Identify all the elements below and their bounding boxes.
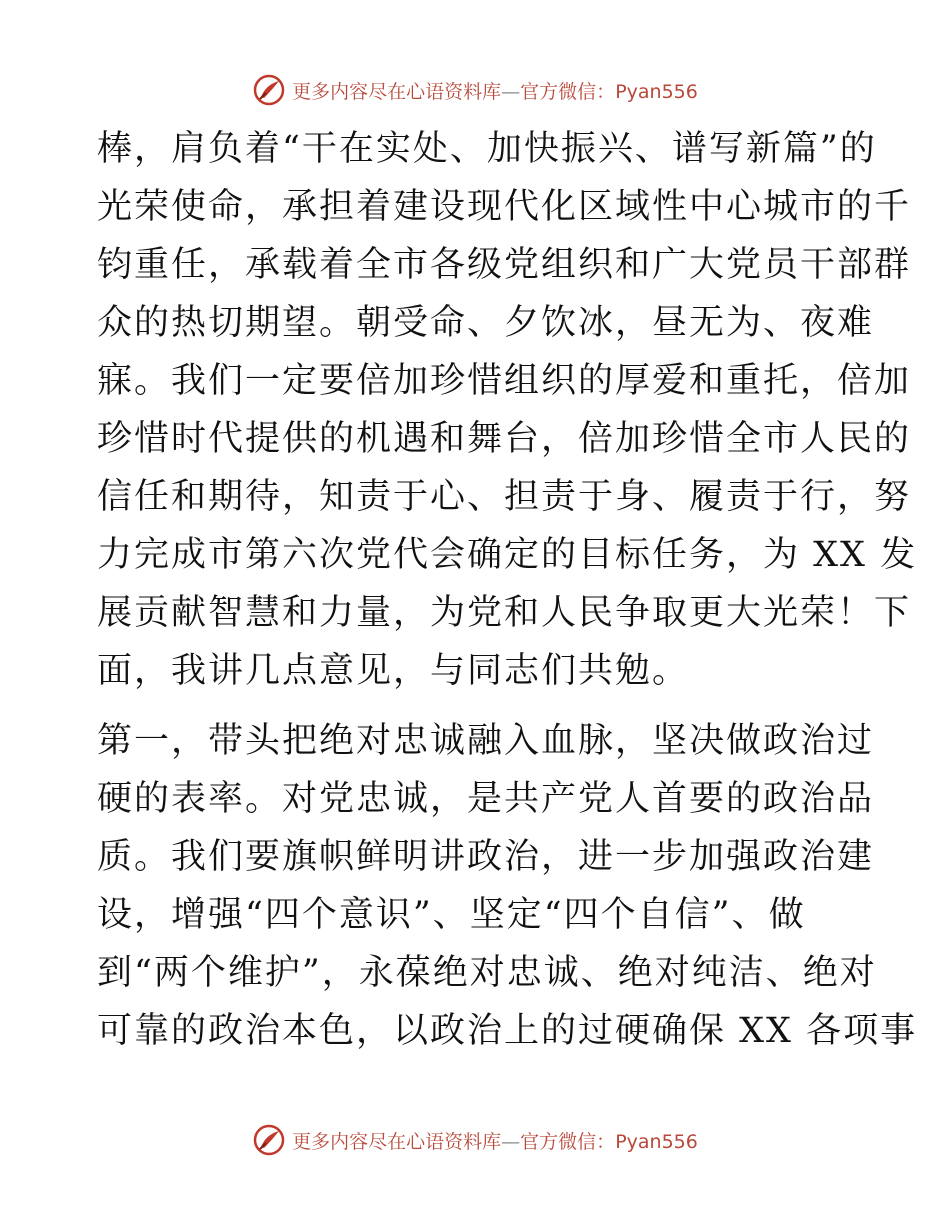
text-line: 第一，带头把绝对忠诚融入血脉，坚决做政治过	[97, 721, 875, 761]
footer-banner-main: 更多内容尽在心语资料库	[292, 1130, 502, 1153]
text-line: 设，增强“四个意识”、坚定“四个自信”、做	[97, 895, 806, 935]
text-line: 光荣使命，承担着建设现代化区域性中心城市的千	[97, 187, 912, 227]
text-line: 众的热切期望。朝受命、夕饮冰，昼无为、夜难	[97, 303, 875, 343]
footer-banner-text	[292, 1127, 698, 1154]
header-banner-wechat-id: Pyan556	[615, 80, 698, 103]
text-line: 展贡献智慧和力量，为党和人民争取更大光荣！下	[97, 593, 912, 633]
text-line: 硬的表率。对党忠诚，是共产党人首要的政治品	[97, 779, 875, 819]
header-banner-text	[292, 77, 698, 104]
text-line: 寐。我们一定要倍加珍惜组织的厚爱和重托，倍加	[97, 361, 912, 401]
paragraph-2	[97, 712, 918, 1060]
footer-banner	[0, 1120, 950, 1160]
paragraph-gap	[97, 700, 857, 712]
document-body	[97, 120, 918, 1060]
text-line: 可靠的政治本色，以政治上的过硬确保 XX 各项事	[97, 1011, 918, 1051]
brand-logo-icon	[252, 73, 286, 107]
header-banner	[0, 70, 950, 110]
paragraph-1	[97, 120, 918, 700]
text-line: 珍惜时代提供的机遇和舞台，倍加珍惜全市人民的	[97, 419, 912, 459]
text-line: 钧重任，承载着全市各级党组织和广大党员干部群	[97, 245, 912, 285]
text-line: 信任和期待，知责于心、担责于身、履责于行，努	[97, 477, 912, 517]
header-banner-wechat-label: 官方微信：	[520, 80, 616, 103]
brand-logo-icon	[252, 1123, 286, 1157]
text-line: 面，我讲几点意见，与同志们共勉。	[97, 651, 690, 691]
text-line: 到“两个维护”，永葆绝对忠诚、绝对纯洁、绝对	[97, 953, 877, 993]
footer-banner-wechat-label: 官方微信：	[520, 1130, 616, 1153]
footer-banner-separator: —	[501, 1130, 521, 1153]
header-banner-main: 更多内容尽在心语资料库	[292, 80, 502, 103]
header-banner-separator: —	[501, 80, 521, 103]
text-line: 力完成市第六次党代会确定的目标任务，为 XX 发	[97, 535, 918, 575]
text-line: 棒，肩负着“干在实处、加快振兴、谱写新篇”的	[97, 129, 877, 169]
footer-banner-wechat-id: Pyan556	[615, 1130, 698, 1153]
text-line: 质。我们要旗帜鲜明讲政治，进一步加强政治建	[97, 837, 875, 877]
